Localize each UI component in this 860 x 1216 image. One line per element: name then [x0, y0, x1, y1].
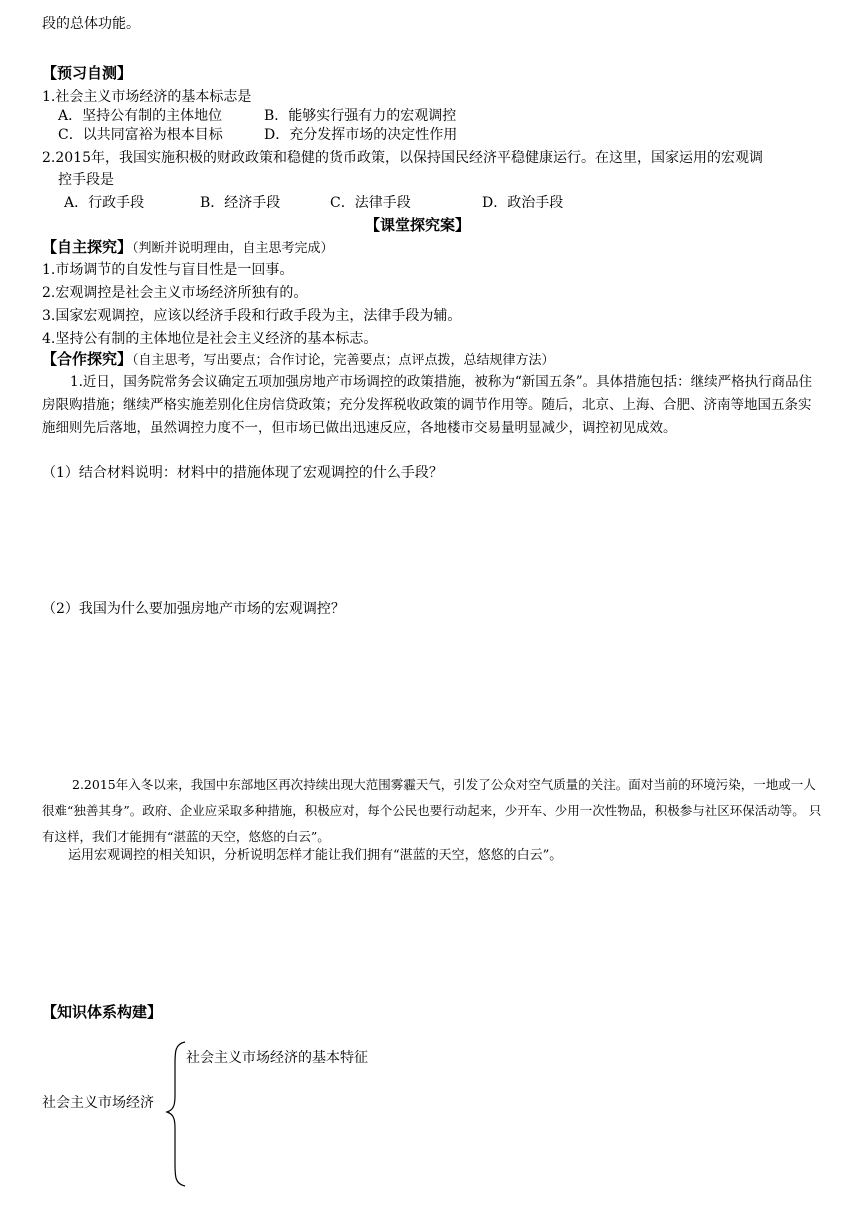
coop-question-3: 运用宏观调控的相关知识，分析说明怎样才能让我们拥有“湛蓝的天空，悠悠的白云”。: [68, 848, 563, 863]
continued-text: 段的总体功能。: [42, 16, 140, 32]
coop-question-1: （1）结合材料说明：材料中的措施体现了宏观调控的什么手段？: [42, 465, 443, 481]
preview-heading: 【预习自测】: [42, 64, 133, 82]
preview-q2-stem: 2.2015年，我国实施积极的财政政策和稳健的货币政策，以保持国民经济平稳健康运行。在这里，国家运用的宏观调: [42, 150, 763, 166]
self-study-heading-line: [42, 238, 334, 257]
preview-q2-option-c: C．法律手段: [330, 195, 411, 211]
preview-q1-option-a: A．坚持公有制的主体地位: [58, 108, 223, 124]
preview-q2-option-d: D．政治手段: [482, 195, 564, 211]
knowledge-heading: 【知识体系构建】: [42, 1003, 163, 1021]
self-study-note: （判断并说明理由，自主思考完成）: [132, 241, 334, 256]
coop-material-1: 1.近日，国务院常务会议确定五项加强房地产市场调控的政策措施，被称为“新国五条”。具体措施包括：继续严格执行商品住房限购措施；继续严格实施差别化住房信贷政策；充分发挥税收政策的调节作用等。随后，北京、上海、合肥、济南等地国五条实施细则先后落地，虽然调控力度不一，但市场已做出迅速反应，各地楼市交易量明显减少，调控初见成效。: [42, 374, 813, 436]
coop-note: （自主思考，写出要点；合作讨论，完善要点；点评点拨，总结规律方法）: [132, 353, 555, 368]
preview-q2-option-b: B．经济手段: [200, 195, 281, 211]
self-study-item-1: 1.市场调节的自发性与盲目性是一回事。: [42, 262, 294, 278]
self-study-item-2: 2.宏观调控是社会主义市场经济所独有的。: [42, 285, 308, 301]
preview-q1-option-b: B．能够实行强有力的宏观调控: [264, 108, 457, 124]
preview-q1-option-d: D．充分发挥市场的决定性作用: [264, 127, 458, 143]
coop-material-2: 2.2015年入冬以来，我国中东部地区再次持续出现大范围雾霾天气，引发了公众对空气质量的关注。面对当前的环境污染，一地或一人很难“独善其身”。政府、企业应采取多种措施，积极应对，每个公民也要行动起来，少开车、少用一次性物品，积极参与社区环保活动等。 只有这样，我们才能拥有“湛蓝的天空，悠悠的白云”。: [42, 777, 822, 844]
preview-q1-stem: 1.社会主义市场经济的基本标志是: [42, 89, 252, 105]
knowledge-branch-1: 社会主义市场经济的基本特征: [186, 1050, 368, 1066]
coop-question-2: （2）我国为什么要加强房地产市场的宏观调控？: [42, 601, 345, 617]
self-study-item-4: 4.坚持公有制的主体地位是社会主义经济的基本标志。: [42, 331, 378, 347]
preview-q2-option-a: A．行政手段: [64, 195, 145, 211]
self-study-heading: 【自主探究】: [42, 238, 133, 256]
self-study-item-3: 3.国家宏观调控，应该以经济手段和行政手段为主，法律手段为辅。: [42, 308, 462, 324]
coop-heading-line: [42, 350, 555, 369]
class-inquiry-title: 【课堂探究案】: [365, 216, 471, 234]
preview-q2-stem-cont: 控手段是: [58, 172, 114, 188]
preview-q1-option-c: C．以共同富裕为根本目标: [58, 127, 223, 143]
knowledge-root: 社会主义市场经济: [42, 1095, 154, 1111]
coop-heading: 【合作探究】: [42, 350, 133, 368]
